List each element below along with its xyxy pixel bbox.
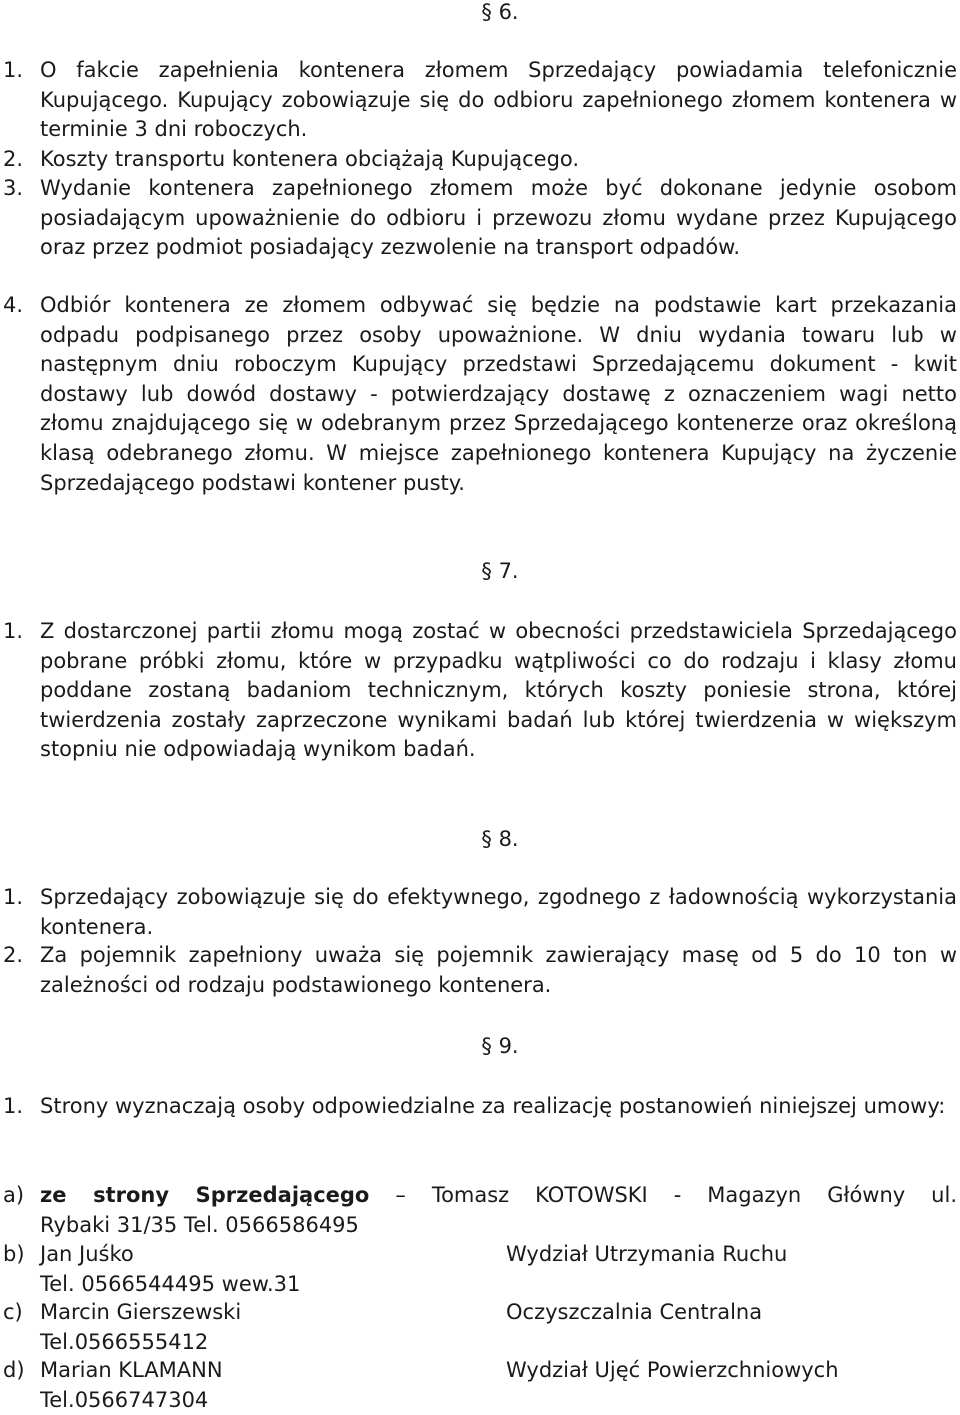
contact-phone: Tel. 0566544495 wew.31 xyxy=(40,1271,301,1296)
section-8-item-2 xyxy=(0,941,957,1000)
contact-department: Wydział Ujęć Powierzchniowych xyxy=(506,1358,839,1382)
item-number: 4. xyxy=(3,293,24,317)
section-heading-7: § 7. xyxy=(481,559,519,583)
contact-department: Oczyszczalnia Centralna xyxy=(506,1300,763,1324)
section-heading-9: § 9. xyxy=(481,1034,519,1058)
section-9-item-1 xyxy=(0,1092,957,1122)
contact-letter: b) xyxy=(3,1242,25,1266)
contact-department: Wydział Utrzymania Ruchu xyxy=(506,1242,788,1266)
contact-letter: d) xyxy=(3,1358,25,1382)
item-text: Z dostarczonej partii złomu mogą zostać w obecności przedstawiciela Sprzedającego pobrane próbki złomu, które w przypadku wątpliwości co do rodzaju i klasy złomu poddane zostaną badaniom technicznym, których koszty poniesie strona, której twierdzenia zostały zaprzeczone wynikami badań lub której twierdzenia w większym stopniu nie odpowiadają wynikom badań. xyxy=(40,619,957,762)
item-number: 1. xyxy=(3,1094,24,1118)
section-heading-6: § 6. xyxy=(481,0,519,24)
section-6-item-4 xyxy=(0,291,957,498)
section-8-item-1 xyxy=(0,883,957,942)
contact-a-line2: Rybaki 31/35 Tel. 0566586495 xyxy=(40,1212,359,1237)
item-text: Wydanie kontenera zapełnionego złomem może być dokonane jedynie osobom posiadającym upoważnienie do odbioru i przewozu złomu wydane przez Kupującego oraz przez podmiot posiadający zezwolenie na transport odpadów. xyxy=(40,176,957,260)
contact-name: Jan Juśko xyxy=(40,1242,134,1266)
contact-name: Marian KLAMANN xyxy=(40,1358,223,1382)
item-number: 2. xyxy=(3,943,24,967)
section-6-item-2 xyxy=(0,145,957,175)
item-text: Koszty transportu kontenera obciążają Kupującego. xyxy=(40,147,580,171)
contact-phone: Tel.0566555412 xyxy=(40,1329,209,1354)
section-7-item-1 xyxy=(0,617,957,765)
item-number: 1. xyxy=(3,619,24,643)
item-number: 1. xyxy=(3,885,24,909)
item-number: 3. xyxy=(3,176,24,200)
section-6-item-1 xyxy=(0,56,957,145)
contact-a-label: ze strony Sprzedającego xyxy=(40,1183,370,1207)
section-heading-8: § 8. xyxy=(481,827,519,851)
contact-letter: c) xyxy=(3,1300,23,1324)
contact-a-dash: – xyxy=(369,1183,432,1207)
item-text: Za pojemnik zapełniony uważa się pojemnik zawierający masę od 5 do 10 ton w zależności od rodzaju podstawionego kontenera. xyxy=(40,943,957,997)
item-text: O fakcie zapełnienia kontenera złomem Sprzedający powiadamia telefonicznie Kupującego. Kupujący zobowiązuje się do odbioru zapełnionego złomem kontenera w terminie 3 dni roboczych. xyxy=(40,58,957,142)
item-number: 2. xyxy=(3,147,24,171)
contact-name: Marcin Gierszewski xyxy=(40,1300,242,1324)
item-text: Odbiór kontenera ze złomem odbywać się będzie na podstawie kart przekazania odpadu podpisanego przez osoby upoważnione. W dniu wydania towaru lub w następnym dniu roboczym Kupujący przedstawi Sprzedającemu dokument - kwit dostawy lub dowód dostawy - potwierdzający dostawę z oznaczeniem wagi netto złomu znajdującego się w odebranym przez Sprzedającego kontenerze oraz określoną klasą odebranego złomu. W miejsce zapełnionego kontenera Kupujący na życzenie Sprzedającego podstawi kontener pusty. xyxy=(40,293,957,495)
item-text: Strony wyznaczają osoby odpowiedzialne za realizację postanowień niniejszej umowy: xyxy=(40,1094,946,1118)
item-number: 1. xyxy=(3,58,24,82)
contact-a-line1 xyxy=(40,1181,957,1211)
contact-letter: a) xyxy=(3,1183,25,1207)
section-6-item-3 xyxy=(0,174,957,263)
contact-phone: Tel.0566747304 xyxy=(40,1387,209,1412)
item-text: Sprzedający zobowiązuje się do efektywnego, zgodnego z ładownością wykorzystania kontenera. xyxy=(40,885,957,939)
contact-a xyxy=(0,1181,957,1240)
contact-a-details: Tomasz KOTOWSKI - Magazyn Główny ul. xyxy=(431,1183,957,1207)
